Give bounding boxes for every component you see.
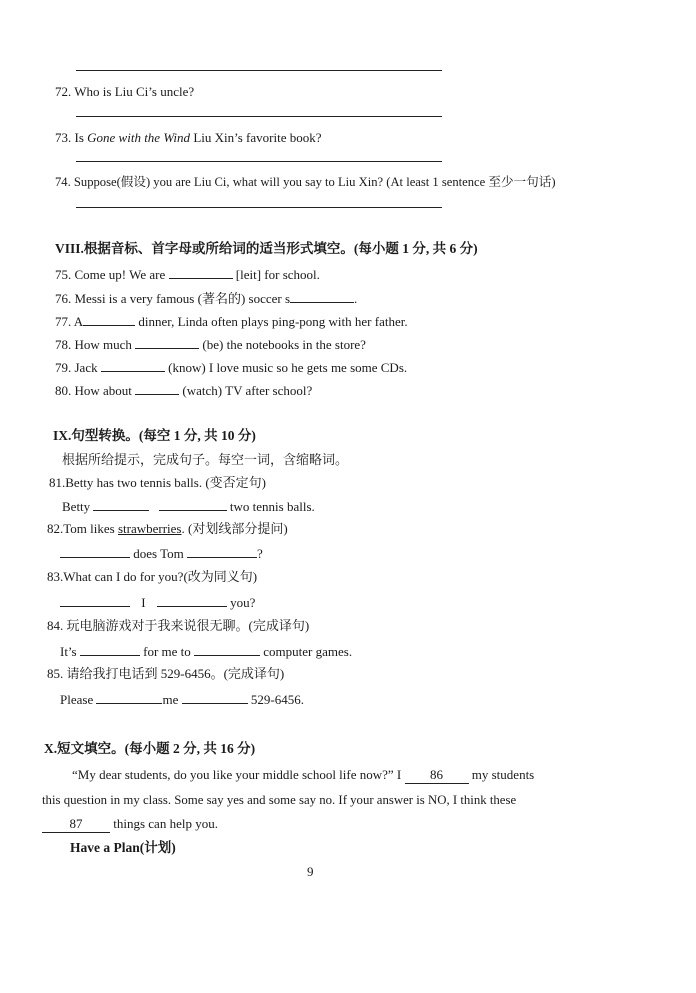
blank-84a[interactable] [80,643,140,656]
blank-77[interactable] [83,313,135,326]
answer-85-pre: Please [60,692,94,707]
section-9-title: IX.句型转换。(每空 1 分, 共 10 分) [53,428,256,443]
answer-81-pre: Betty [62,499,91,514]
question-73-post: Liu Xin’s favorite book? [193,130,322,145]
question-82-pre: 82.Tom likes [47,521,115,536]
question-76-pre: 76. Messi is a very famous (著名的) soccer s [55,291,291,306]
answer-line-72 [76,116,442,117]
question-78 [55,336,366,353]
question-75 [55,266,320,283]
question-78-post: (be) the notebooks in the store? [202,337,366,352]
question-74-number: 74. [55,175,71,189]
answer-82 [60,545,263,562]
passage-subheading: Have a Plan(计划) [70,840,176,855]
answer-81-post: two tennis balls. [229,499,315,514]
question-83: 83.What can I do for you?(改为同义句) [47,569,258,584]
question-81: 81.Betty has two tennis balls. (变否定句) [49,475,267,490]
section-10-title: X.短文填空。(每小题 2 分, 共 16 分) [44,741,256,756]
question-80-pre: 80. How about [55,383,132,398]
question-85: 85. 请给我打电话到 529-6456。(完成译句) [47,666,285,681]
blank-79[interactable] [101,359,165,372]
question-78-pre: 78. How much [55,337,132,352]
question-79-pre: 79. Jack [55,360,98,375]
blank-85b[interactable] [182,691,248,704]
question-75-pre: 75. Come up! We are [55,267,166,282]
blank-83b[interactable] [157,594,227,607]
passage-line-3-text: things can help you. [113,816,218,831]
blank-82a[interactable] [60,545,130,558]
answer-81 [62,498,315,515]
question-74-text: Suppose(假设) you are Liu Ci, what will you say to Liu Xin? (At least 1 sentence 至少一句话) [73,175,556,189]
answer-84-pre: It’s [60,644,77,659]
question-76-post: . [354,291,358,306]
answer-85 [60,691,304,708]
blank-75[interactable] [169,266,233,279]
blank-84b[interactable] [194,643,260,656]
passage-line-2: this question in my class. Some say yes and some say no. If your answer is NO, I think these [42,793,517,807]
passage-line-3 [42,816,218,833]
answer-83-end: you? [230,595,256,610]
blank-80[interactable] [135,382,179,395]
question-82 [47,521,288,537]
question-73 [55,130,321,146]
passage-line-1 [72,767,534,784]
question-74 [55,174,556,190]
blank-78[interactable] [135,336,199,349]
section-8-title: VIII.根据音标、首字母或所给词的适当形式填空。(每小题 1 分, 共 6 分) [55,241,478,256]
blank-81b[interactable] [159,498,227,511]
section-9-instruction: 根据所给提示，完成句子。每空一词，含缩略词。 [62,452,349,467]
blank-85a[interactable] [96,691,162,704]
question-80-post: (watch) TV after school? [182,383,313,398]
answer-83-mid: I [141,595,146,610]
question-73-book-title: Gone with the Wind [87,130,191,145]
question-77 [55,313,408,330]
blank-76[interactable] [290,290,354,303]
blank-86[interactable]: 86 [405,767,469,784]
question-79-post: (know) I love music so he gets me some CDs. [168,360,408,375]
question-77-pre: 77. A [55,314,84,329]
question-72-text: Who is Liu Ci’s uncle? [74,84,195,99]
answer-line-71 [76,70,442,71]
question-75-post: [leit] for school. [235,267,320,282]
answer-85-end: 529-6456. [250,692,304,707]
question-79 [55,359,407,376]
blank-81a[interactable] [93,498,149,511]
question-76 [55,290,357,307]
question-73-pre: Is [74,130,84,145]
answer-84-end: computer games. [263,644,353,659]
question-73-number: 73. [55,130,72,145]
answer-84 [60,643,352,660]
question-82-underlined-word: strawberries [117,521,182,536]
blank-87[interactable]: 87 [42,816,110,833]
blank-83a[interactable] [60,594,130,607]
blank-82b[interactable] [187,545,257,558]
answer-85-mid: me [162,692,179,707]
question-77-post: dinner, Linda often plays ping-pong with her father. [138,314,408,329]
question-84: 84. 玩电脑游戏对于我来说很无聊。(完成译句) [47,618,310,633]
answer-line-74 [76,207,442,208]
question-82-post: . (对划线部分提问) [181,521,288,536]
passage-line-1-text: “My dear students, do you like your middle school life now?” I [72,767,402,782]
answer-82-end: ? [257,546,263,561]
page-number: 9 [307,864,314,879]
question-72 [55,84,194,100]
answer-83 [60,594,255,611]
answer-line-73 [76,161,442,162]
question-72-number: 72. [55,84,72,99]
passage-line-1-end: my students [471,767,535,782]
question-80 [55,382,312,399]
answer-84-mid: for me to [143,644,191,659]
answer-82-mid: does Tom [133,546,184,561]
